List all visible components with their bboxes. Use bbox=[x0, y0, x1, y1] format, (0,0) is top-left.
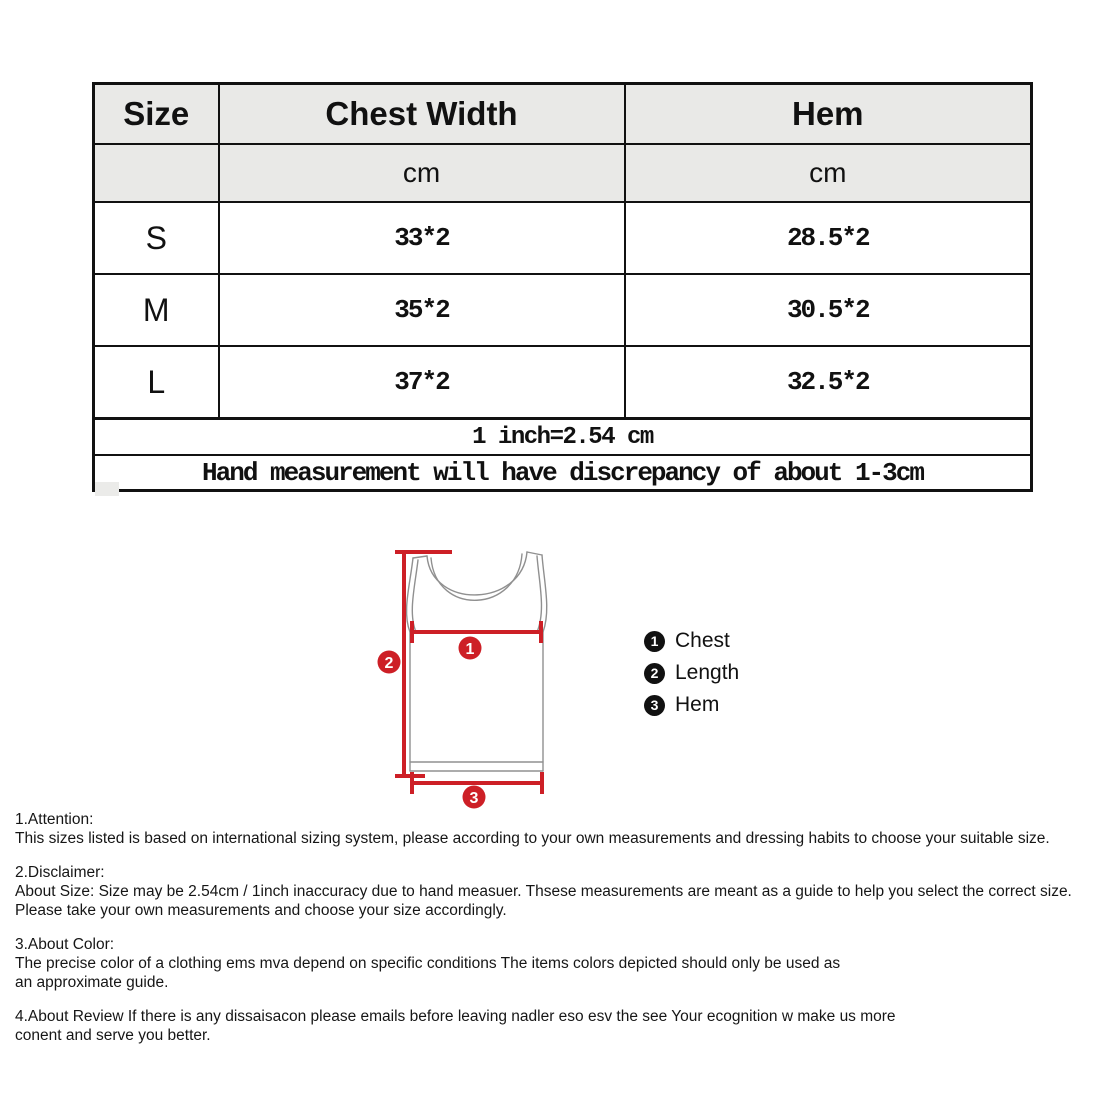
legend-label-chest: Chest bbox=[675, 629, 730, 652]
note-heading: 2.Disclaimer: bbox=[15, 864, 105, 881]
chest-value-m: 35*2 bbox=[219, 274, 625, 346]
marker-2-number: 2 bbox=[384, 655, 394, 672]
chest-value-s: 33*2 bbox=[219, 202, 625, 274]
legend-marker-2-icon: 2 bbox=[644, 663, 665, 684]
conversion-row bbox=[94, 419, 1032, 456]
unit-row bbox=[94, 144, 1032, 202]
unit-cell-chest: cm bbox=[219, 144, 625, 202]
legend-label-hem: Hem bbox=[675, 693, 720, 716]
measurement-note: Hand measurement will have discrepancy of about 1-3cm bbox=[94, 455, 1032, 491]
note-text: 4.About Review If there is any dissaisacon please emails before leaving nadler eso esv the see Your ecognition w make us more bbox=[15, 1008, 896, 1025]
size-label-m: M bbox=[94, 274, 219, 346]
note-heading: 3.About Color: bbox=[15, 936, 115, 953]
note-text: The precise color of a clothing ems mva depend on specific conditions The items colors depicted should only be used as bbox=[15, 955, 841, 972]
legend-label-length: Length bbox=[675, 661, 740, 684]
header-row bbox=[94, 84, 1032, 145]
note-text: About Size: Size may be 2.54cm / 1inch inaccuracy due to hand measuer. Thsese measurements are meant as a guide to help you select the correct size. bbox=[15, 883, 1072, 900]
unit-cell-hem: cm bbox=[625, 144, 1032, 202]
note-about-review bbox=[15, 1007, 1100, 1045]
garment-measure-diagram bbox=[370, 540, 580, 820]
note-disclaimer bbox=[15, 863, 1100, 920]
note-heading: 1.Attention: bbox=[15, 811, 94, 828]
scan-artifact bbox=[95, 482, 119, 496]
column-header-hem: Hem bbox=[625, 84, 1032, 145]
marker-3-number: 3 bbox=[469, 790, 479, 807]
size-label-l: L bbox=[94, 346, 219, 419]
conversion-note: 1 inch=2.54 cm bbox=[94, 419, 1032, 456]
size-chart-table bbox=[92, 82, 1033, 492]
note-text: conent and serve you better. bbox=[15, 1027, 211, 1044]
table-row-m bbox=[94, 274, 1032, 346]
notes-section bbox=[15, 810, 1100, 1060]
legend-item-hem bbox=[644, 694, 739, 716]
note-attention bbox=[15, 810, 1100, 848]
marker-1-number: 1 bbox=[465, 641, 475, 658]
hem-value-l: 32.5*2 bbox=[625, 346, 1032, 419]
table-row-s bbox=[94, 202, 1032, 274]
column-header-size: Size bbox=[94, 84, 219, 145]
hem-value-s: 28.5*2 bbox=[625, 202, 1032, 274]
chest-value-l: 37*2 bbox=[219, 346, 625, 419]
legend-item-chest bbox=[644, 630, 739, 652]
legend-marker-3-icon: 3 bbox=[644, 695, 665, 716]
tank-top-outline bbox=[407, 552, 547, 771]
note-text: Please take your own measurements and choose your size accordingly. bbox=[15, 902, 507, 919]
measurement-note-row bbox=[94, 455, 1032, 491]
note-text: an approximate guide. bbox=[15, 974, 169, 991]
hem-value-m: 30.5*2 bbox=[625, 274, 1032, 346]
size-label-s: S bbox=[94, 202, 219, 274]
column-header-chest-width: Chest Width bbox=[219, 84, 625, 145]
table-row-l bbox=[94, 346, 1032, 419]
legend-marker-1-icon: 1 bbox=[644, 631, 665, 652]
unit-cell-empty bbox=[94, 144, 219, 202]
measure-legend bbox=[644, 630, 739, 726]
note-about-color bbox=[15, 935, 1100, 992]
note-text: This sizes listed is based on international sizing system, please according to your own measurements and dressing habits to choose your suitable size. bbox=[15, 830, 1050, 847]
legend-item-length bbox=[644, 662, 739, 684]
